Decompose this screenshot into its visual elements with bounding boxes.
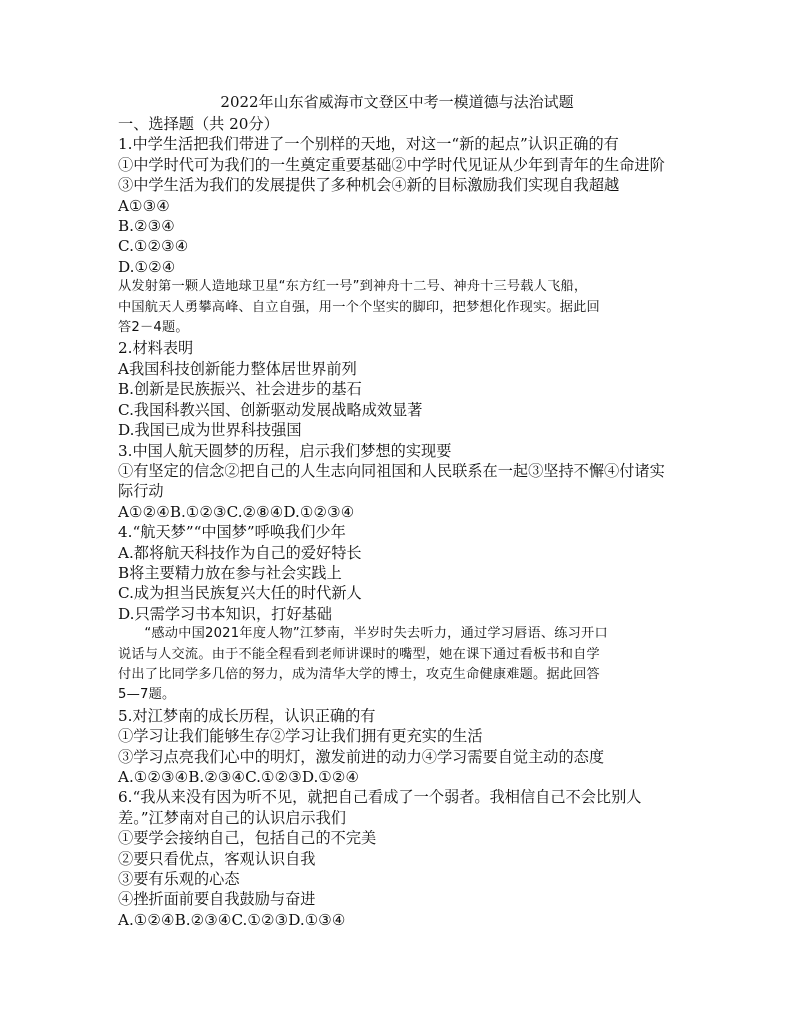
exam-title: 2022年山东省威海市文登区中考一模道德与法治试题 (220, 93, 574, 111)
q1-option-b: B.②③④ (118, 217, 175, 236)
q4-option-a: A.都将航天科技作为自己的爱好特长 (118, 543, 362, 562)
q1-option-d: D.①②④ (118, 257, 176, 276)
material-1-line-3: 答2－4题。 (118, 320, 189, 336)
material-2-line-3: 付出了比同学多几倍的努力，成为清华大学的博士，攻克生命健康难题。据此回答 (118, 666, 600, 682)
q4-stem: 4.“航天梦”“中国梦”呼唤我们少年 (118, 523, 346, 542)
q2-stem: 2.材料表明 (118, 339, 194, 358)
q5-statement-2: ③学习点亮我们心中的明灯，激发前进的动力④学习需要自觉主动的态度 (118, 747, 604, 766)
q2-option-b: B.创新是民族振兴、社会进步的基石 (118, 380, 362, 399)
q4-option-d: D.只需学习书本知识，打好基础 (118, 604, 332, 623)
q3-statement-1: ①有坚定的信念②把自己的人生志向同祖国和人民联系在一起③坚持不懈④付诸实 (118, 461, 665, 480)
exam-content (118, 114, 688, 930)
q4-option-b: B将主要精力放在参与社会实践上 (118, 563, 342, 582)
q2-option-c: C.我国科教兴国、创新驱动发展战略成效显著 (118, 400, 423, 419)
q5-stem: 5.对江梦南的成长历程，认识正确的有 (118, 706, 376, 725)
q6-stem-line-1: 6.“我从来没有因为听不见，就把自己看成了一个弱者。我相信自己不会比别人 (118, 788, 642, 807)
q6-options: A.①②④B.②③④C.①②③D.①③④ (118, 910, 346, 929)
q3-stem: 3.中国人航天圆梦的历程，启示我们梦想的实现要 (118, 441, 452, 460)
q3-options: A①②④B.①②③C.②⑧④D.①②③④ (118, 502, 355, 521)
q1-option-a: A①③④ (118, 196, 170, 215)
q2-option-a: A我国科技创新能力整体居世界前列 (118, 359, 357, 378)
section-heading: 一、选择题（共 20分） (118, 115, 279, 133)
material-1-line-2: 中国航天人勇攀高峰、自立自强，用一个个坚实的脚印，把梦想化作现实。据此回 (118, 299, 600, 315)
q5-statement-1: ①学习让我们能够生存②学习让我们拥有更充实的生活 (118, 727, 483, 746)
q3-statement-2: 际行动 (118, 482, 164, 501)
q1-statement-2: ③中学生活为我们的发展提供了多种机会④新的目标激励我们实现自我超越 (118, 176, 620, 195)
q5-options: A.①②③④B.②③④C.①②③D.①②④ (118, 768, 360, 786)
q2-option-d: D.我国已成为世界科技强国 (118, 421, 302, 440)
q1-option-c: C.①②③④ (118, 237, 189, 256)
q1-stem: 1.中学生活把我们带进了一个别样的天地，对这一“新的起点”认识正确的有 (118, 135, 619, 154)
q6-stem-line-2: 差。”江梦南对自己的认识启示我们 (118, 808, 346, 827)
material-2-line-1: “感动中国2021年度人物”江梦南，半岁时失去听力，通过学习唇语、练习开口 (144, 626, 608, 642)
q6-statement-1: ①要学会接纳自己，包括自己的不完美 (118, 829, 377, 848)
q1-statement-1: ①中学时代可为我们的一生奠定重要基础②中学时代见证从少年到青年的生命进阶 (118, 155, 665, 174)
material-1-line-1: 从发射第一颗人造地球卫星“东方红一号”到神舟十二号、神舟十三号载人飞船， (118, 279, 588, 295)
q6-statement-4: ④挫折面前要自我鼓励与奋进 (118, 890, 316, 909)
material-2-line-4: 5—7题。 (118, 687, 176, 703)
q6-statement-2: ②要只看优点，客观认识自我 (118, 849, 316, 868)
q6-statement-3: ③要有乐观的心态 (118, 870, 240, 889)
q4-option-c: C.成为担当民族复兴大任的时代新人 (118, 584, 362, 603)
material-2-line-2: 说话与人交流。由于不能全程看到老师讲课时的嘴型，她在课下通过看板书和自学 (118, 646, 600, 662)
